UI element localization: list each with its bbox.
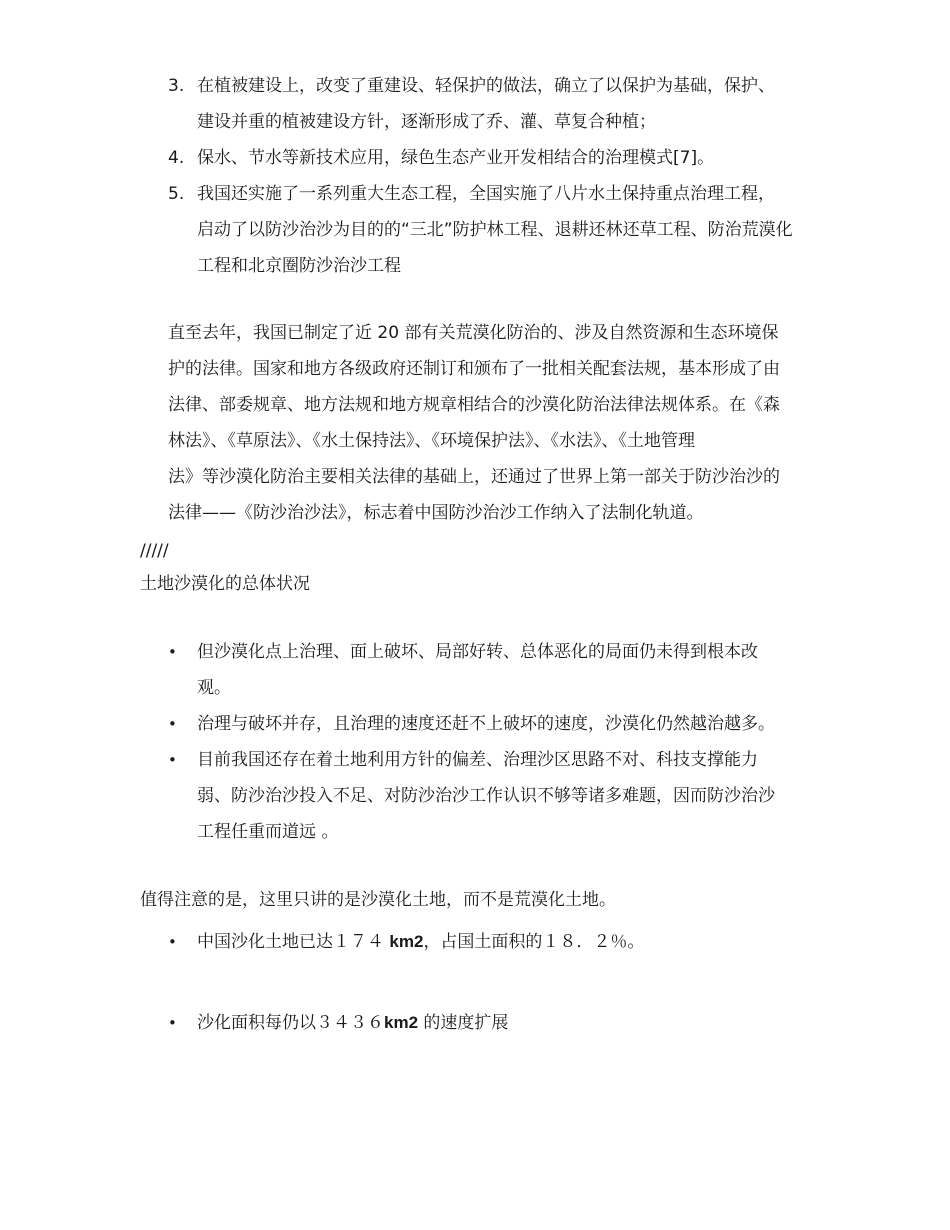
- note-text: 值得注意的是，这里只讲的是沙漠化土地，而不是荒漠化土地。: [140, 890, 616, 910]
- bullet-item-line: 观。: [197, 678, 231, 698]
- unit-label: km2: [384, 1013, 419, 1032]
- bullet-icon: •: [168, 751, 177, 769]
- paragraph-line: 护的法律。国家和地方各级政府还制订和颁布了一批相关配套法规，基本形成了由: [168, 359, 780, 379]
- section-heading: 土地沙漠化的总体状况: [140, 574, 310, 594]
- bullet-icon: •: [168, 933, 177, 951]
- bullet-icon: •: [168, 1014, 177, 1032]
- paragraph-line: 法律——《防沙治沙法》，标志着中国防沙治沙工作纳入了法制化轨道。: [168, 503, 704, 523]
- list-item-line: 在植被建设上，改变了重建设、轻保护的做法，确立了以保护为基础，保护、: [197, 76, 775, 96]
- bullet-item-line: 目前我国还存在着土地利用方针的偏差、治理沙区思路不对、科技支撑能力: [197, 750, 758, 770]
- bullet-item-line: 工程任重而道远 。: [197, 822, 339, 842]
- bullet-item-line: 但沙漠化点上治理、面上破坏、局部好转、总体恶化的局面仍未得到根本改: [197, 642, 758, 662]
- list-item-line: 我国还实施了一系列重大生态工程，全国实施了八片水土保持重点治理工程，: [197, 184, 775, 204]
- stat-line-area: 中国沙化土地已达１７４ km2，占国土面积的１８．２％。: [197, 932, 645, 952]
- paragraph-line: 直至去年，我国已制定了近 20 部有关荒漠化防治的、涉及自然资源和生态环境保: [168, 323, 779, 343]
- list-number: 4.: [168, 148, 185, 168]
- paragraph-line: 法》等沙漠化防治主要相关法律的基础上，还通过了世界上第一部关于防沙治沙的: [168, 467, 780, 487]
- list-item-line: 启动了以防沙治沙为目的的“三北”防护林工程、退耕还林还草工程、防治荒漠化: [197, 220, 793, 240]
- bullet-item-line: 治理与破坏并存，且治理的速度还赶不上破坏的速度，沙漠化仍然越治越多。: [197, 714, 775, 734]
- bullet-icon: •: [168, 715, 177, 733]
- paragraph-line: 林法》、《草原法》、《水土保持法》、《环境保护法》、《水法》、《土地管理: [168, 431, 695, 451]
- list-item-line: 保水、节水等新技术应用，绿色生态产业开发相结合的治理模式[7]。: [197, 148, 715, 168]
- list-item-line: 建设并重的植被建设方针，逐渐形成了乔、灌、草复合种植；: [197, 112, 656, 132]
- bullet-item-line: 弱、防沙治沙投入不足、对防沙治沙工作认识不够等诸多难题，因而防沙治沙: [197, 786, 775, 806]
- bullet-icon: •: [168, 643, 177, 661]
- list-number: 3.: [168, 76, 185, 96]
- list-number: 5.: [168, 184, 185, 204]
- unit-label: km2: [389, 932, 424, 951]
- separator-text: /////: [140, 541, 169, 561]
- list-item-line: 工程和北京圈防沙治沙工程: [197, 256, 401, 276]
- paragraph-line: 法律、部委规章、地方法规和地方规章相结合的沙漠化防治法律法规体系。在《森: [168, 395, 780, 415]
- stat-line-rate: 沙化面积每仍以３４３６km2 的速度扩展: [197, 1013, 509, 1033]
